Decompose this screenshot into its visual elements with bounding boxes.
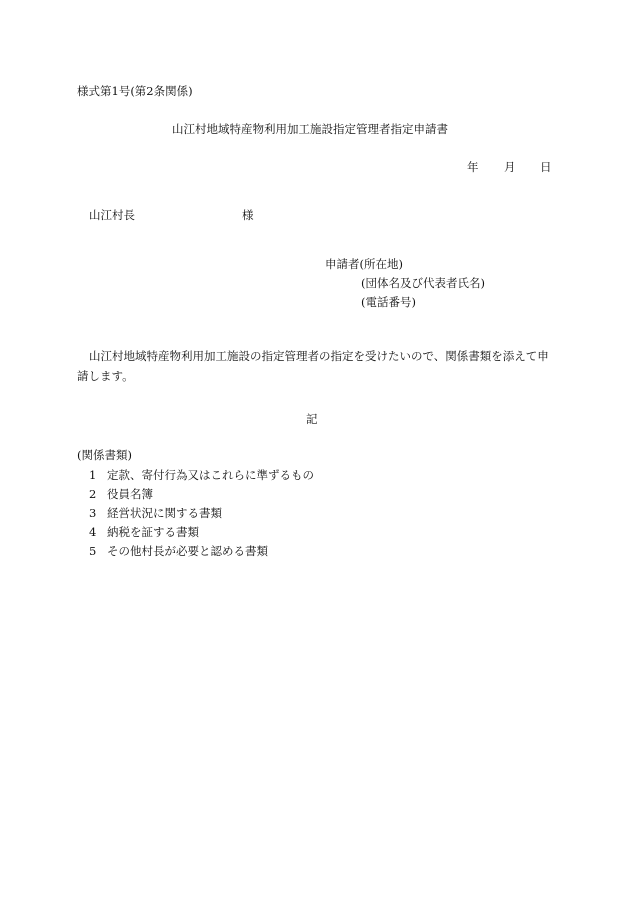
document-item-text: 役員名簿 bbox=[107, 487, 153, 501]
document-list-item bbox=[89, 470, 314, 482]
document-item-text: その他村長が必要と認める書類 bbox=[107, 544, 268, 558]
addressee-name: 山江村長 bbox=[89, 208, 135, 222]
related-documents-heading: (関係書類) bbox=[77, 448, 132, 462]
record-mark: 記 bbox=[306, 412, 318, 426]
document-item-number: 5 bbox=[89, 544, 97, 558]
document-item-text: 定款、寄付行為又はこれらに準ずるもの bbox=[107, 468, 314, 482]
document-item-number: 4 bbox=[89, 525, 97, 539]
applicant-address-label: 申請者(所在地) bbox=[325, 257, 403, 271]
document-list-item bbox=[89, 527, 199, 539]
applicant-name-label: (団体名及び代表者氏名) bbox=[361, 276, 485, 290]
document-item-number: 2 bbox=[89, 487, 97, 501]
date-year-label: 年 bbox=[467, 160, 479, 174]
applicant-phone-label: (電話番号) bbox=[361, 295, 416, 309]
application-body-text: 山江村地域特産物利用加工施設の指定管理者の指定を受けたいので、関係書類を添えて申請します。 bbox=[77, 349, 549, 383]
addressee-honorific: 様 bbox=[242, 208, 254, 222]
date-month-label: 月 bbox=[504, 160, 516, 174]
document-item-number: 1 bbox=[89, 468, 97, 482]
form-number: 様式第1号(第2条関係) bbox=[77, 84, 193, 98]
document-item-number: 3 bbox=[89, 506, 97, 520]
document-list-item bbox=[89, 489, 153, 501]
document-list-item bbox=[89, 546, 268, 558]
document-title: 山江村地域特産物利用加工施設指定管理者指定申請書 bbox=[172, 122, 448, 136]
document-item-text: 納税を証する書類 bbox=[107, 525, 199, 539]
document-list-item bbox=[89, 508, 222, 520]
document-item-text: 経営状況に関する書類 bbox=[107, 506, 222, 520]
date-day-label: 日 bbox=[540, 160, 552, 174]
